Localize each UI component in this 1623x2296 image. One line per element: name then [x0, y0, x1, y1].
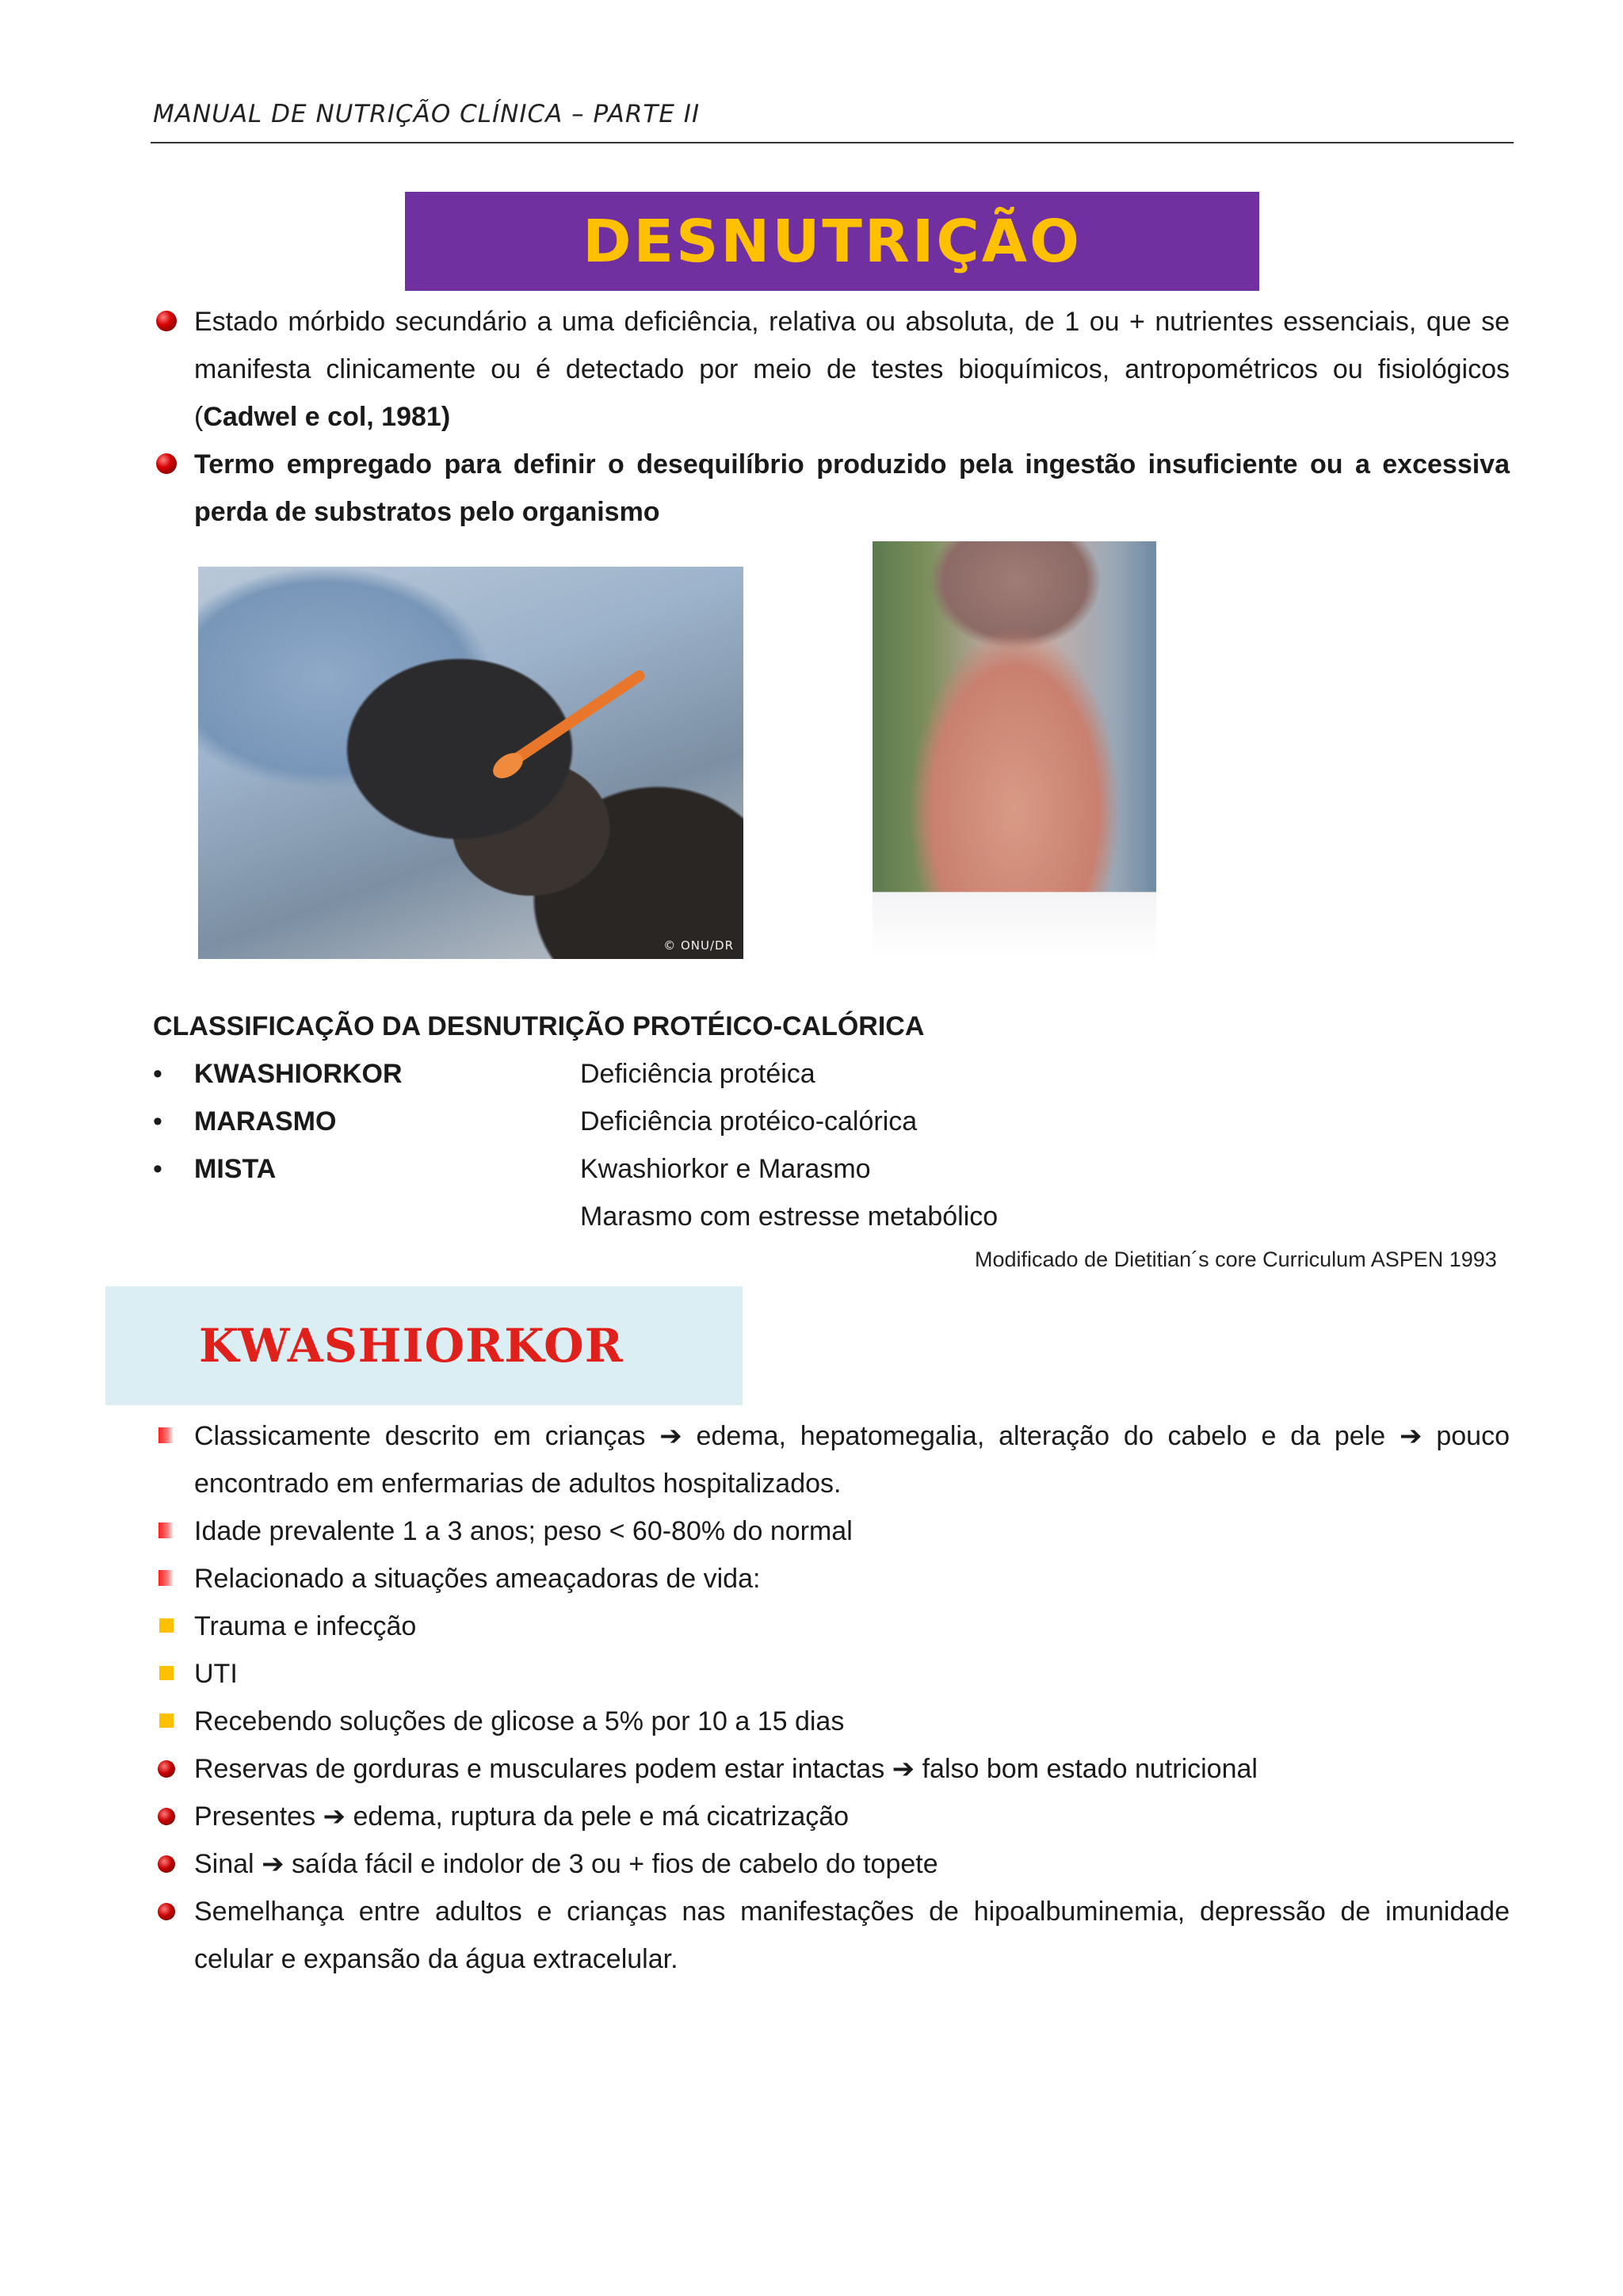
- arrow-right-icon: ➔: [262, 1848, 285, 1880]
- photo-malnourished-child-back: [873, 541, 1156, 959]
- life-threat-item-2: UTI: [194, 1659, 238, 1689]
- classification-term: MARASMO: [194, 1106, 337, 1137]
- classification-term: MISTA: [194, 1154, 277, 1184]
- text-segment: Classicamente descrito em crianças: [194, 1421, 660, 1451]
- kwashiorkor-bullet-3: Relacionado a situações ameaçadoras de vida:: [194, 1564, 761, 1594]
- red-ball-bullet-icon: [158, 1903, 175, 1920]
- text-segment: Sinal: [194, 1849, 262, 1879]
- definition-text-1: Estado mórbido secundário a uma deficiência, relativa ou absoluta, de 1 ou + nutrientes essenciais, que se manifesta clinicamente ou é detectado por meio de testes bioquímicos, antropométricos ou fisiológicos (: [194, 307, 1510, 432]
- kwashiorkor-fact-3: [194, 1840, 938, 1888]
- life-threat-item-1: Trauma e infecção: [194, 1611, 417, 1641]
- photo-credit: © ONU/DR: [663, 938, 734, 953]
- red-ball-bullet-icon: [158, 1760, 175, 1778]
- text-segment: falso bom estado nutricional: [915, 1754, 1258, 1784]
- bullet-dot: •: [153, 1106, 162, 1137]
- definition-paragraph-1: [194, 298, 1510, 441]
- desnutricao-banner-title: DESNUTRIÇÃO: [582, 207, 1082, 276]
- text-segment: edema, hepatomegalia, alteração do cabelo e da pele: [682, 1421, 1400, 1451]
- photo-child-being-fed: [198, 567, 743, 959]
- classification-desc-extra: Marasmo com estresse metabólico: [580, 1201, 999, 1232]
- text-segment: edema, ruptura da pele e má cicatrização: [346, 1801, 850, 1832]
- arrow-right-icon: ➔: [323, 1801, 346, 1832]
- page-header-title: MANUAL DE NUTRIÇÃO CLÍNICA – PARTE II: [153, 100, 701, 128]
- citation-cadwel: Cadwel e col, 1981): [203, 402, 451, 432]
- yellow-square-bullet-icon: [159, 1618, 174, 1633]
- red-square-bullet-icon: [158, 1427, 173, 1443]
- arrow-right-icon: ➔: [1400, 1420, 1423, 1452]
- red-square-bullet-icon: [158, 1570, 173, 1586]
- text-segment: pouco encontrado em enfermarias de adultos hospitalizados.: [194, 1421, 1510, 1499]
- classification-desc: Deficiência protéica: [580, 1059, 815, 1089]
- classification-title: CLASSIFICAÇÃO DA DESNUTRIÇÃO PROTÉICO-CALÓRICA: [153, 1011, 925, 1041]
- kwashiorkor-fact-1: [194, 1745, 1258, 1793]
- source-citation: Modificado de Dietitian´s core Curriculum ASPEN 1993: [975, 1247, 1497, 1271]
- red-square-bullet-icon: [158, 1522, 173, 1538]
- classification-desc: Deficiência protéico-calórica: [580, 1106, 918, 1137]
- header-divider: [151, 142, 1514, 143]
- desnutricao-banner: [405, 192, 1259, 291]
- life-threat-item-3: Recebendo soluções de glicose a 5% por 10 a 15 dias: [194, 1706, 845, 1736]
- kwashiorkor-banner-title: KWASHIORKOR: [199, 1319, 624, 1373]
- kwashiorkor-bullet-1: [194, 1412, 1510, 1507]
- kwashiorkor-banner: [105, 1286, 743, 1405]
- yellow-square-bullet-icon: [159, 1666, 174, 1680]
- kwashiorkor-fact-2: [194, 1793, 849, 1840]
- kwashiorkor-bullet-2: Idade prevalente 1 a 3 anos; peso < 60-80% do normal: [194, 1516, 853, 1546]
- classification-desc: Kwashiorkor e Marasmo: [580, 1154, 871, 1184]
- red-ball-bullet-icon: [156, 311, 177, 331]
- bullet-dot: •: [153, 1154, 162, 1184]
- kwashiorkor-fact-4: Semelhança entre adultos e crianças nas manifestações de hipoalbuminemia, depressão de imunidade celular e expansão da água extracelular.: [194, 1897, 1510, 1974]
- definition-paragraph-2: Termo empregado para definir o desequilíbrio produzido pela ingestão insuficiente ou a excessiva perda de substratos pelo organismo: [194, 449, 1510, 527]
- text-segment: saída fácil e indolor de 3 ou + fios de cabelo do topete: [284, 1849, 938, 1879]
- arrow-right-icon: ➔: [892, 1753, 915, 1785]
- red-ball-bullet-icon: [158, 1855, 175, 1873]
- arrow-right-icon: ➔: [659, 1420, 682, 1452]
- text-segment: Reservas de gorduras e musculares podem estar intactas: [194, 1754, 892, 1784]
- bullet-dot: •: [153, 1059, 162, 1089]
- red-ball-bullet-icon: [156, 453, 177, 474]
- text-segment: Presentes: [194, 1801, 323, 1832]
- classification-term: KWASHIORKOR: [194, 1059, 403, 1089]
- yellow-square-bullet-icon: [159, 1713, 174, 1728]
- red-ball-bullet-icon: [158, 1808, 175, 1825]
